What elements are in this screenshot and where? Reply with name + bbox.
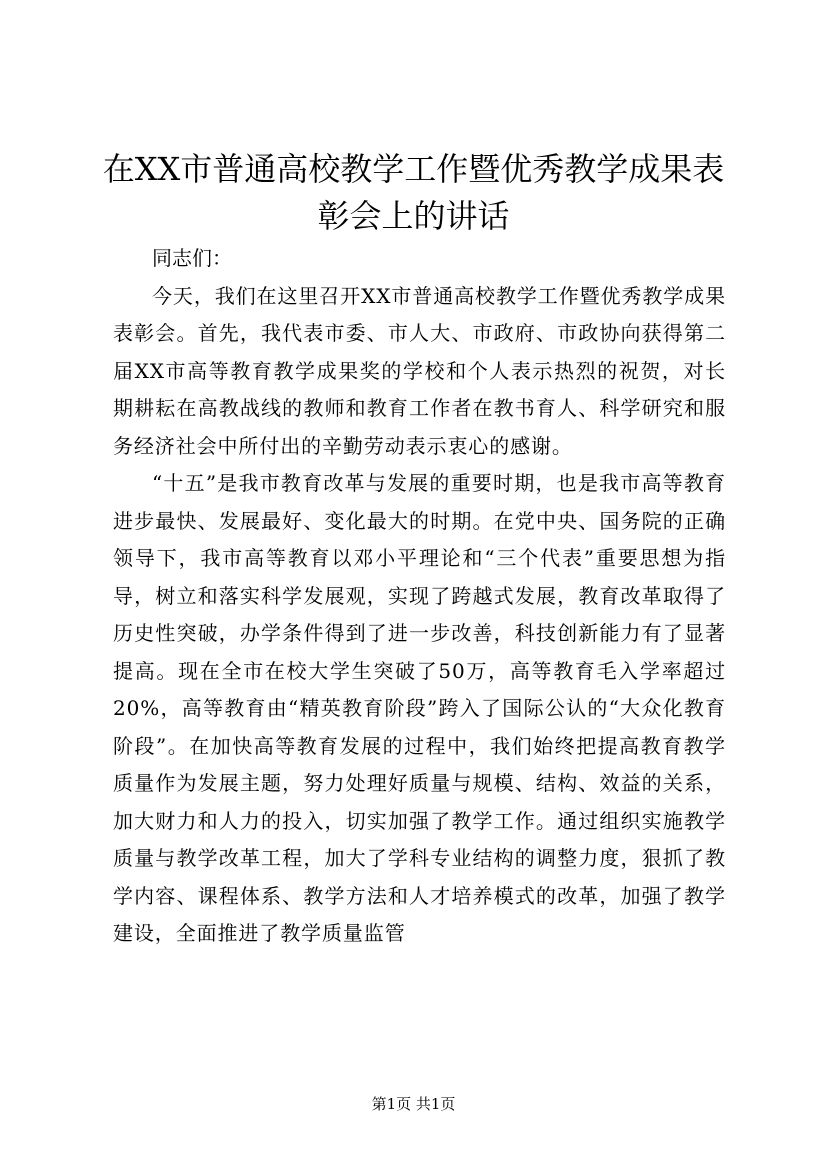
document-title: 在XX市普通高校教学工作暨优秀教学成果表彰会上的讲话	[102, 150, 725, 235]
paragraph-achievements: “十五”是我市教育改革与发展的重要时期，也是我市高等教育进步最快、发展最好、变化最大的时期。在党中央、国务院的正确领导下，我市高等教育以邓小平理论和“三个代表”重要思想为指导，树立和落实科学发展观，实现了跨越式发展，教育改革取得了历史性突破，办学条件得到了进一步改善，科技创新能力有了显著提高。现在全市在校大学生突破了50万，高等教育毛入学率超过20%，高等教育由“精英教育阶段”跨入了国际公认的“大众化教育阶段”。在加快高等教育发展的过程中，我们始终把提高教育教学质量作为发展主题，努力处理好质量与规模、结构、效益的关系，加大财力和人力的投入，切实加强了教学工作。通过组织实施教学质量与教学改革工程，加大了学科专业结构的调整力度，狠抓了教学内容、课程体系、教学方法和人才培养模式的改革，加强了教学建设，全面推进了教学质量监管	[113, 471, 726, 945]
document-body	[113, 240, 726, 953]
salutation: 同志们：	[152, 246, 232, 270]
page-number-footer: 第1页 共1页	[371, 1095, 456, 1113]
paragraph-opening: 今天，我们在这里召开XX市普通高校教学工作暨优秀教学成果表彰会。首先，我代表市委、市人大、市政府、市政协向获得第二届XX市高等教育教学成果奖的学校和个人表示热烈的祝贺，对长期耕耘在高教战线的教师和教育工作者在教书育人、科学研究和服务经济社会中所付出的辛勤劳动表示衷心的感谢。	[113, 283, 726, 458]
